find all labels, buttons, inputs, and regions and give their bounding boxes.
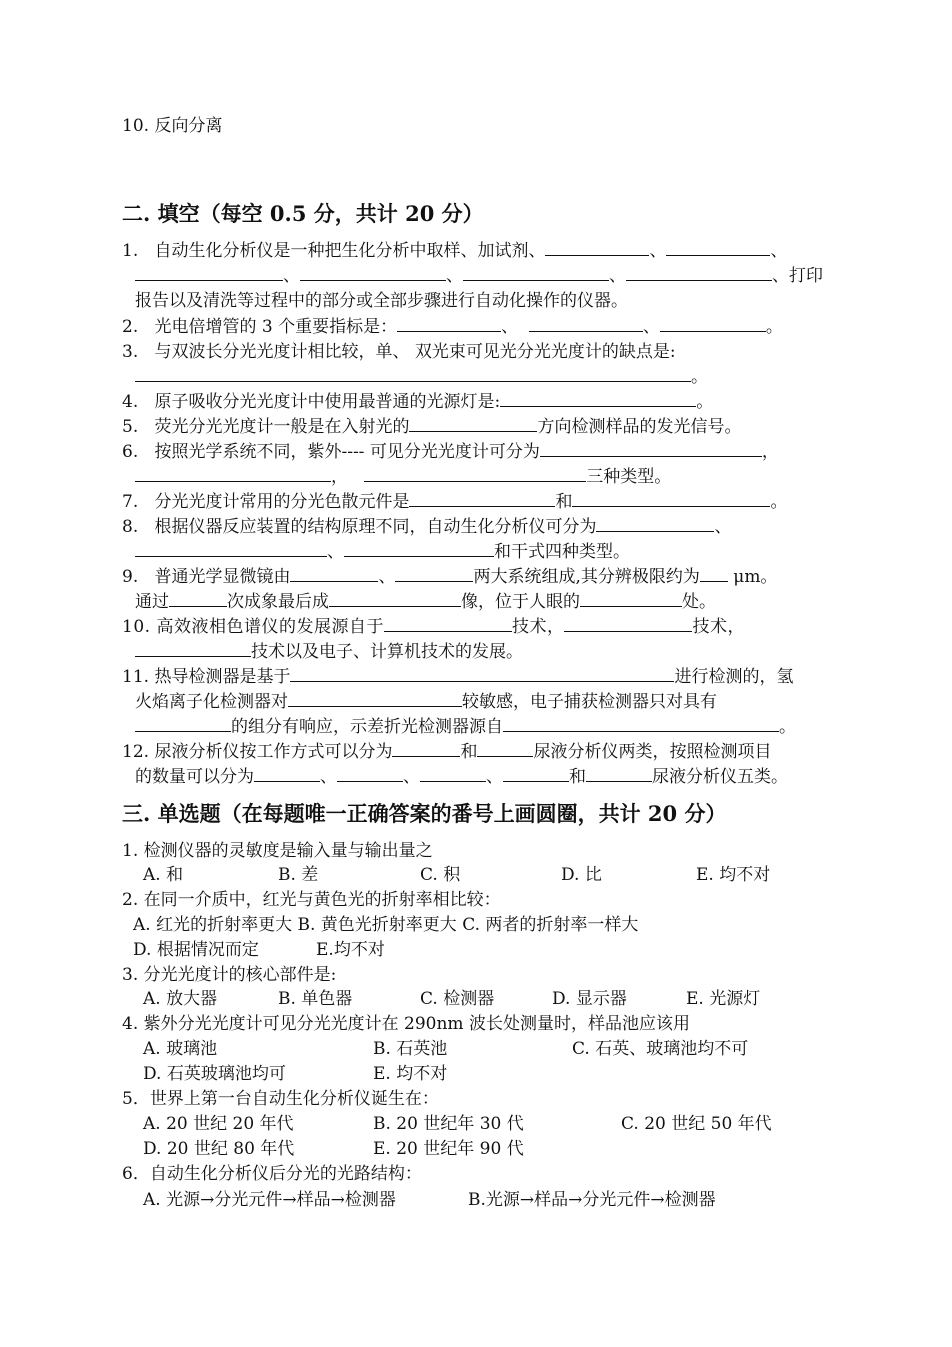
- blank: [169, 591, 227, 607]
- fill-q11-line3: 的组分有响应，示差折光检测器源自 。: [135, 716, 796, 738]
- blank: [397, 316, 501, 332]
- fill-q9-line2: 通过 次成象最后成 像，位于人眼的 处。: [135, 592, 716, 612]
- fill-q12-line2: 的数量可以分为 、 、 、 和 尿液分析仪五类。: [135, 767, 788, 787]
- blank: [135, 265, 283, 281]
- mc-q3-stem: 3. 分光光度计的核心部件是:: [122, 965, 337, 985]
- blank: [700, 566, 728, 582]
- mc-q4-option-a[interactable]: A. 玻璃池: [143, 1039, 218, 1059]
- mc-q1-option-d[interactable]: D. 比: [561, 865, 602, 885]
- mc-q5-option-b[interactable]: B. 20 世纪年 30 代: [373, 1114, 524, 1134]
- mc-q3-option-a[interactable]: A. 放大器: [143, 989, 218, 1009]
- blank: [135, 716, 231, 732]
- mc-q6-stem: 6．自动生化分析仪后分光的光路结构：: [122, 1164, 422, 1184]
- fill-q8-line1: 8. 根据仪器反应装置的结构原理不同，自动生化分析仪可分为 、: [122, 517, 732, 537]
- mc-q4-option-c[interactable]: C. 石英、玻璃池均不可: [572, 1039, 749, 1059]
- blank: [564, 616, 692, 632]
- fill-q5: 5. 荧光分光光度计一般是在入射光的 方向检测样品的发光信号。: [122, 417, 742, 437]
- fill-q7: 7. 分光光度计常用的分光色散元件是 和 。: [122, 492, 788, 512]
- blank: [135, 641, 251, 657]
- blank: [135, 541, 327, 557]
- blank: [254, 766, 320, 782]
- blank: [337, 766, 403, 782]
- blank: [463, 265, 609, 281]
- blank: [660, 316, 766, 332]
- blank: [409, 416, 537, 432]
- fill-q4: 4. 原子吸收分光光度计中使用最普通的光源灯是: 。: [122, 392, 714, 412]
- blank: [477, 741, 533, 757]
- blank: [540, 441, 762, 457]
- mc-q6-option-b[interactable]: B.光源→样品→分光元件→检测器: [468, 1190, 716, 1210]
- blank: [384, 616, 512, 632]
- blank: [503, 766, 569, 782]
- mc-q1-option-a[interactable]: A. 和: [143, 865, 184, 885]
- fill-q1-line3: 报告以及清洗等过程中的部分或全部步骤进行自动化操作的仪器。: [135, 291, 628, 311]
- blank: [290, 566, 378, 582]
- mc-q5-option-a[interactable]: A. 20 世纪 20 年代: [143, 1114, 294, 1134]
- fill-q6-line2: ， 三种类型。: [135, 466, 671, 488]
- fill-q3-line2: 。: [135, 366, 708, 388]
- section-3-heading: 三. 单选题（在每题唯一正确答案的番号上画圆圈，共计 20 分）: [122, 801, 727, 826]
- mc-q5-option-e[interactable]: E. 20 世纪年 90 代: [373, 1139, 524, 1159]
- fill-q6-line1: 6. 按照光学系统不同，紫外---- 可见分光光度计可分为 ，: [122, 442, 779, 462]
- blank: [329, 591, 461, 607]
- mc-q4-option-d[interactable]: D. 石英玻璃池均可: [143, 1064, 286, 1084]
- item-10-reverse-separation: 10. 反向分离: [122, 116, 223, 136]
- blank: [529, 316, 643, 332]
- blank: [392, 741, 460, 757]
- mc-q5-stem: 5．世界上第一台自动生化分析仪诞生在：: [122, 1089, 439, 1109]
- fill-q1-line1: 1. 自动生化分析仪是一种把生化分析中取样、加试剂、 、 、: [122, 241, 788, 261]
- blank: [395, 566, 473, 582]
- fill-q9-line1: 9. 普通光学显微镜由 、 两大系统组成,其分辨极限约为 μm。: [122, 567, 778, 587]
- fill-q11-line2: 火焰离子化检测器对 较敏感，电子捕获检测器只对具有: [135, 692, 717, 712]
- blank: [300, 265, 446, 281]
- blank: [344, 541, 494, 557]
- blank: [364, 466, 586, 482]
- mc-q1-stem: 1. 检测仪器的灵敏度是输入量与输出量之: [122, 841, 433, 861]
- blank: [503, 716, 779, 732]
- blank: [580, 591, 682, 607]
- fill-q11-line1: 11. 热导检测器是基于 进行检测的，氢: [122, 667, 794, 687]
- mc-q6-option-a[interactable]: A. 光源→分光元件→样品→检测器: [143, 1190, 396, 1210]
- blank: [626, 265, 772, 281]
- blank: [666, 240, 770, 256]
- mc-q2-option-e[interactable]: E.均不对: [316, 940, 385, 960]
- mc-q5-option-c[interactable]: C. 20 世纪 50 年代: [621, 1114, 772, 1134]
- fill-q10-line1: 10. 高效液相色谱仪的发展源自于 技术， 技术，: [122, 617, 745, 637]
- mc-q3-option-b[interactable]: B. 单色器: [278, 989, 353, 1009]
- mc-q4-stem: 4. 紫外分光光度计可见分光光度计在 290nm 波长处测量时，样品池应该用: [122, 1014, 690, 1034]
- fill-q2: 2. 光电倍增管的 3 个重要指标是： 、 、 。: [122, 317, 783, 337]
- mc-q2-stem: 2. 在同一介质中，红光与黄色光的折射率相比较：: [122, 890, 501, 910]
- blank: [135, 466, 331, 482]
- blank: [596, 516, 714, 532]
- mc-q1-option-c[interactable]: C. 积: [420, 865, 461, 885]
- section-2-heading: 二. 填空（每空 0.5 分，共计 20 分）: [122, 201, 484, 226]
- mc-q3-option-d[interactable]: D. 显示器: [552, 989, 627, 1009]
- mc-q4-option-b[interactable]: B. 石英池: [373, 1039, 448, 1059]
- fill-q1-line2: 、 、 、 、打印: [135, 265, 823, 287]
- blank: [135, 366, 691, 382]
- blank: [545, 240, 649, 256]
- mc-q1-option-b[interactable]: B. 差: [278, 865, 319, 885]
- mc-q3-option-e[interactable]: E. 光源灯: [686, 989, 761, 1009]
- blank: [409, 491, 555, 507]
- blank: [500, 391, 696, 407]
- blank: [290, 666, 674, 682]
- blank: [572, 491, 770, 507]
- mc-q5-option-d[interactable]: D. 20 世纪 80 年代: [143, 1139, 295, 1159]
- blank: [586, 766, 652, 782]
- fill-q3-line1: 3. 与双波长分光光度计相比较，单、 双光束可见光分光光度计的缺点是:: [122, 342, 676, 362]
- mc-q1-option-e[interactable]: E. 均不对: [696, 865, 771, 885]
- mc-q2-options-abc[interactable]: A. 红光的折射率更大 B. 黄色光折射率更大 C. 两者的折射率一样大: [133, 915, 639, 935]
- fill-q8-line2: 、 和干式四种类型。: [135, 541, 630, 563]
- blank: [288, 691, 462, 707]
- mc-q4-option-e[interactable]: E. 均不对: [373, 1064, 448, 1084]
- fill-q10-line2: 技术以及电子、计算机技术的发展。: [135, 641, 523, 663]
- mc-q2-option-d[interactable]: D. 根据情况而定: [133, 940, 259, 960]
- blank: [420, 766, 486, 782]
- mc-q3-option-c[interactable]: C. 检测器: [420, 989, 495, 1009]
- fill-q12-line1: 12. 尿液分析仪按工作方式可以分为 和 尿液分析仪两类，按照检测项目: [122, 742, 772, 762]
